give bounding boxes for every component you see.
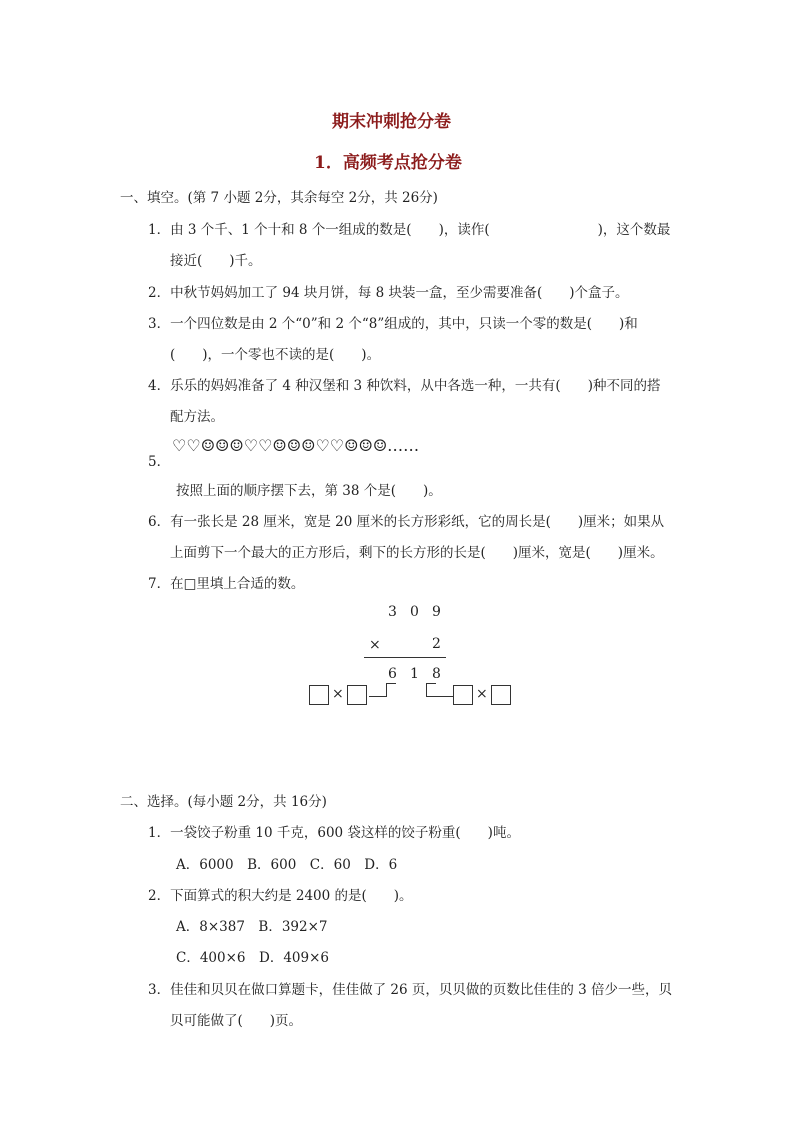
q1-4-line1: 4．乐乐的妈妈准备了 4 种汉堡和 3 种饮料，从中各选一种，一共有( )种不同的搭	[148, 378, 661, 394]
q1-2-line1: 2．中秋节妈妈加工了 94 块月饼，每 8 块装一盒，至少需要准备( )个盒子。	[148, 285, 629, 301]
q2-2-options2: C．400×6 D．409×6	[176, 950, 329, 966]
left-times-sign: ×	[332, 686, 344, 702]
q1-6-line2: 上面剪下一个最大的正方形后，剩下的长方形的长是( )厘米，宽是( )厘米。	[170, 545, 664, 561]
q2-3-line2: 贝可能做了( )页。	[170, 1013, 303, 1029]
left-bracket-side	[386, 683, 387, 696]
answer-box-1[interactable]	[309, 685, 329, 705]
multiplicand-digit-2: 0	[410, 604, 419, 620]
answer-box-4[interactable]	[491, 685, 511, 705]
q1-5-line2: 按照上面的顺序摆下去，第 38 个是( )。	[176, 483, 442, 499]
left-bracket-bottom	[369, 696, 387, 697]
times-sign: ×	[369, 637, 381, 653]
q1-7-line1: 7．在□里填上合适的数。	[148, 576, 305, 592]
page-title: 期末冲刺抢分卷	[332, 112, 451, 132]
q1-1-line1: 1．由 3 个千、1 个十和 8 个一组成的数是( )，读作( )，这个数最	[148, 222, 671, 238]
multiplier-digit: 2	[432, 636, 441, 652]
q1-5-number: 5．	[148, 454, 171, 470]
multiplicand-digit-1: 3	[388, 604, 397, 620]
q1-5-pattern: ♡♡☺☺☺♡♡☺☺☺♡♡☺☺☺……	[172, 436, 420, 455]
right-times-sign: ×	[476, 686, 488, 702]
product-digit-1: 6	[388, 666, 397, 682]
answer-box-3[interactable]	[453, 685, 473, 705]
q1-3-line2: ( )，一个零也不读的是( )。	[170, 347, 381, 363]
q1-1-line2: 接近( )千。	[170, 253, 262, 269]
section-1-heading: 一、填空。(第 7 小题 2分，其余每空 2分，共 26分)	[120, 190, 438, 206]
multiplicand-digit-3: 9	[432, 604, 441, 620]
right-bracket-bottom	[426, 696, 453, 697]
product-digit-3: 8	[432, 666, 441, 682]
right-bracket-top	[426, 683, 436, 684]
product-digit-2: 1	[410, 666, 419, 682]
right-bracket-side	[426, 683, 427, 696]
section-2-heading: 二、选择。(每小题 2分，共 16分)	[120, 794, 327, 810]
q2-2-options1: A．8×387 B．392×7	[176, 919, 328, 935]
answer-box-2[interactable]	[347, 685, 367, 705]
q2-2-line1: 2．下面算式的积大约是 2400 的是( )。	[148, 888, 413, 904]
page-subtitle: 1．高频考点抢分卷	[314, 153, 462, 173]
q1-3-line1: 3．一个四位数是由 2 个“0”和 2 个“8”组成的，其中，只读一个零的数是( )和	[148, 316, 638, 332]
q2-1-options: A．6000 B．600 C．60 D．6	[176, 857, 398, 873]
q1-4-line2: 配方法。	[170, 409, 224, 425]
q2-1-line1: 1．一袋饺子粉重 10 千克，600 袋这样的饺子粉重( )吨。	[148, 825, 520, 841]
product-rule	[364, 657, 446, 658]
q2-3-line1: 3．佳佳和贝贝在做口算题卡，佳佳做了 26 页，贝贝做的页数比佳佳的 3 倍少一些，贝	[148, 982, 673, 998]
q1-6-line1: 6．有一张长是 28 厘米，宽是 20 厘米的长方形彩纸，它的周长是( )厘米；如果从	[148, 514, 665, 530]
left-bracket-top	[386, 683, 396, 684]
